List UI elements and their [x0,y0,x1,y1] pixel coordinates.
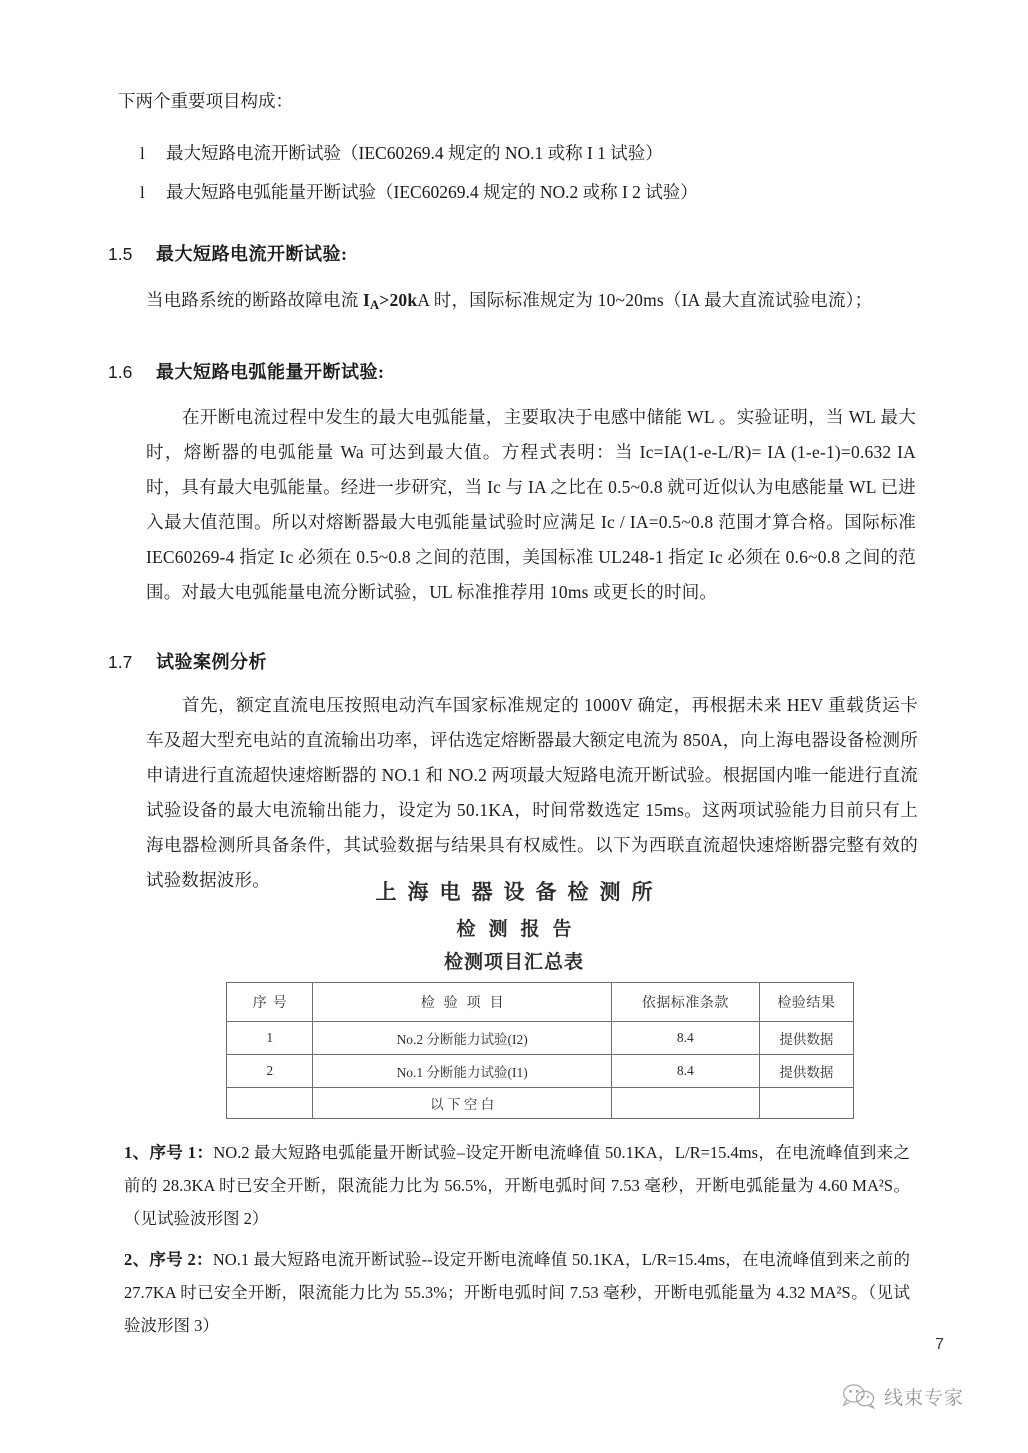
symbol-threshold: >20k [379,290,418,310]
note-1-text: NO.2 最大短路电弧能量开断试验–设定开断电流峰值 50.1KA，L/R=15.4ms，在电流峰值到来之前的 28.3KA 时已安全开断，限流能力比为 56.5%，开断电弧时间 7.53 毫秒，开断电弧能量为 4.60 MA²S。（见试验波形图 2） [124,1143,910,1228]
wechat-icon [842,1382,876,1410]
section-title: 最大短路电流开断试验: [156,244,348,264]
list-item-label: 最大短路电流开断试验（IEC60269.4 规定的 NO.1 或称 I 1 试验） [166,143,663,163]
watermark-label: 线束专家 [884,1387,965,1409]
section-title: 试验案例分析 [156,652,267,672]
table-row [227,1055,854,1088]
table-row [227,1022,854,1055]
cell-clause: 8.4 [611,1022,759,1055]
paragraph-1-5-prefix: 当电路系统的断路故障电流 [146,290,363,310]
cell-blank-note: 以 下 空 白 [313,1088,612,1119]
report-summary-table [226,982,854,1119]
cell-no: 2 [227,1055,313,1088]
note-2-label: 2、序号 2： [124,1250,213,1269]
note-1-label: 1、序号 1： [124,1143,214,1162]
section-title: 最大短路电弧能量开断试验: [156,362,385,382]
list-item [140,173,900,212]
cell-no: 1 [227,1022,313,1055]
cell-empty [611,1088,759,1119]
scanned-report-block [0,876,1028,1112]
cell-clause: 8.4 [611,1055,759,1088]
symbol-ia-sub: A [370,298,380,313]
column-header-result: 检验结果 [759,983,853,1022]
paragraph-1-7: 首先，额定直流电压按照电动汽车国家标准规定的 1000V 确定，再根据未来 HEV 重载货运卡车及超大型充电站的直流输出功率，评估选定熔断器最大额定电流为 850A，向上海电器设备检测所申请进行直流超快速熔断器的 NO.1 和 NO.2 两项最大短路电流开断试验。根据国内唯一能进行直流试验设备的最大电流输出能力，设定为 50.1KA，时间常数选定 15ms。这两项试验能力目前只有上海电器检测所具备条件，其试验数据与结果具有权威性。以下为西联直流超快速熔断器完整有效的试验数据波形。 [146,695,918,890]
note-2-text: NO.1 最大短路电流开断试验--设定开断电流峰值 50.1KA，L/R=15.4ms，在电流峰值到来之前的 27.7KA 时已安全开断，限流能力比为 55.3%；开断电弧时间 7.53 毫秒，开断电弧能量为 4.32 MA²S。（见试验波形图 3） [124,1250,911,1335]
cell-result: 提供数据 [759,1022,853,1055]
note-2 [124,1243,910,1342]
table-header-row [227,983,854,1022]
cell-empty [227,1088,313,1119]
cell-empty [759,1088,853,1119]
cell-result: 提供数据 [759,1055,853,1088]
symbol-ia: I [362,290,370,310]
section-number: 1.5 [108,244,133,264]
column-header-clause: 依据标准条款 [611,983,759,1022]
bullet-list [140,134,900,212]
section-heading-1-7 [108,648,267,674]
paragraph-1-5-suffix: A 时，国际标准规定为 10~20ms（IA 最大直流试验电流）； [417,290,873,310]
page-number: 7 [935,1336,944,1353]
column-header-no: 序号 [227,983,313,1022]
bullet-marker-icon: l [140,144,145,163]
cell-item: No.1 分断能力试验(I1) [313,1055,612,1088]
report-table-title: 检测项目汇总表 [443,952,584,973]
section-heading-1-5 [108,240,348,266]
watermark [842,1382,964,1410]
lead-paragraph: 下两个重要项目构成： [118,91,293,111]
paragraph-1-5 [146,283,916,323]
column-header-item: 检验项目 [313,983,612,1022]
section-number: 1.7 [108,652,133,672]
paragraph-1-6: 在开断电流过程中发生的最大电弧能量，主要取决于电感中储能 WL 。实验证明，当 WL 最大时，熔断器的电弧能量 Wa 可达到最大值。方程式表明：当 Ic=IA(1-e-L/R)= IA (1-e-1)=0.632 IA 时，具有最大电弧能量。经进一步研究，当 Ic 与 IA 之比在 0.5~0.8 就可近似认为电感能量 WL 已进入最大值范围。所以对熔断器最大电弧能量试验时应满足 Ic / IA=0.5~0.8 范围才算合格。国际标准 IEC60269-4 指定 Ic 必须在 0.5~0.8 之间的范围，美国标准 UL248-1 指定 Ic 必须在 0.6~0.8 之间的范围。对最大电弧能量电流分断试验，UL 标准推荐用 10ms 或更长的时间。 [146,407,916,602]
note-1 [124,1136,910,1235]
section-heading-1-6 [108,358,385,384]
bullet-marker-icon: l [140,183,145,202]
report-org-title: 上海电器设备检测所 [375,880,664,904]
cell-item: No.2 分断能力试验(I2) [313,1022,612,1055]
list-item-label: 最大短路电弧能量开断试验（IEC60269.4 规定的 NO.2 或称 I 2 试验） [166,182,698,202]
section-number: 1.6 [108,362,133,382]
table-blank-row [227,1088,854,1119]
report-doc-title: 检测报告 [456,919,585,940]
list-item [140,134,900,173]
